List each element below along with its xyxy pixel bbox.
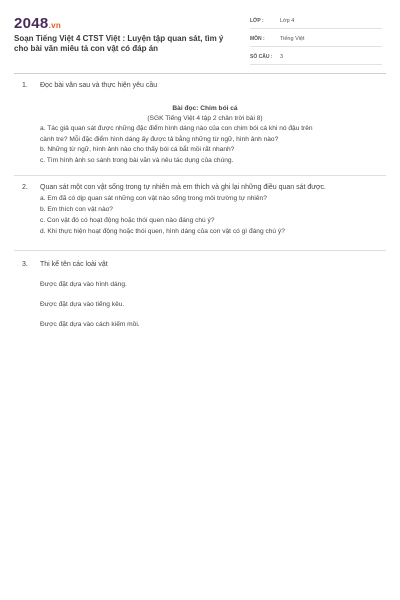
question-line: b. Em thích con vật nào?: [40, 206, 113, 213]
header: [0, 0, 400, 72]
reading-source: (SGK Tiếng Việt 4 tập 2 chân trời bài 8): [147, 115, 263, 122]
question-line: b. Những từ ngữ, hình ảnh nào cho thấy bói cá bắt mồi rất nhanh?: [40, 146, 235, 153]
question-line: cành tre? Mỗi đặc điểm hình dáng ấy được tả bằng những từ ngữ, hình ảnh nào?: [40, 136, 279, 143]
question-line: Được đặt dựa vào cách kiếm mồi.: [40, 321, 140, 328]
question-line: c. Tìm hình ảnh so sánh trong bài văn và nêu tác dụng của chúng.: [40, 157, 234, 164]
reading-title: Bài đọc: Chim bói cá: [172, 105, 238, 112]
meta-value: Tiếng Việt: [280, 36, 305, 42]
header-divider: [14, 73, 386, 74]
logo-sub: .vn: [48, 21, 62, 30]
meta-label: SỐ CÂU :: [250, 54, 273, 60]
meta-label: LỚP :: [250, 18, 264, 24]
question-number: 3.: [22, 261, 28, 268]
question-line: d. Khi thực hiện hoạt động hoặc thói quen, hình dáng của con vật có gì đáng chú ý?: [40, 228, 285, 235]
question-2: [0, 183, 400, 253]
question-line: a. Em đã có dịp quan sát những con vật nào sống trong môi trường tự nhiên?: [40, 195, 267, 202]
meta-row-count: [250, 50, 382, 65]
logo-main: 2048: [14, 15, 49, 32]
site-logo[interactable]: [14, 15, 61, 32]
document-title: Soạn Tiếng Việt 4 CTST Việt : Luyện tập quan sát, tìm ý cho bài văn miêu tả con vật có đáp án: [14, 34, 224, 53]
question-text: Thi kể tên các loài vật: [40, 261, 108, 268]
question-divider: [14, 250, 386, 251]
question-number: 2.: [22, 184, 28, 191]
question-3: [0, 260, 400, 340]
meta-info: [250, 14, 382, 68]
meta-row-class: [250, 14, 382, 29]
question-line: a. Tác giả quan sát được những đặc điểm hình dáng nào của con chim bói cá khi nó đậu trên: [40, 125, 313, 132]
meta-value: 3: [280, 54, 284, 60]
question-number: 1.: [22, 82, 28, 89]
meta-label: MÔN :: [250, 36, 265, 42]
question-line: c. Con vật đó có hoạt động hoặc thói quen nào đáng chú ý?: [40, 217, 215, 224]
meta-row-subject: [250, 32, 382, 47]
meta-value: Lớp 4: [280, 18, 295, 24]
question-text: Đọc bài văn sau và thực hiện yêu cầu: [40, 82, 158, 89]
question-divider: [14, 175, 386, 176]
question-line: Được đặt dựa vào tiếng kêu.: [40, 301, 125, 308]
question-text: Quan sát một con vật sống trong tự nhiên mà em thích và ghi lại những điều quan sát được.: [40, 184, 326, 191]
question-line: Được đặt dựa vào hình dáng.: [40, 281, 127, 288]
question-1: [0, 81, 400, 181]
